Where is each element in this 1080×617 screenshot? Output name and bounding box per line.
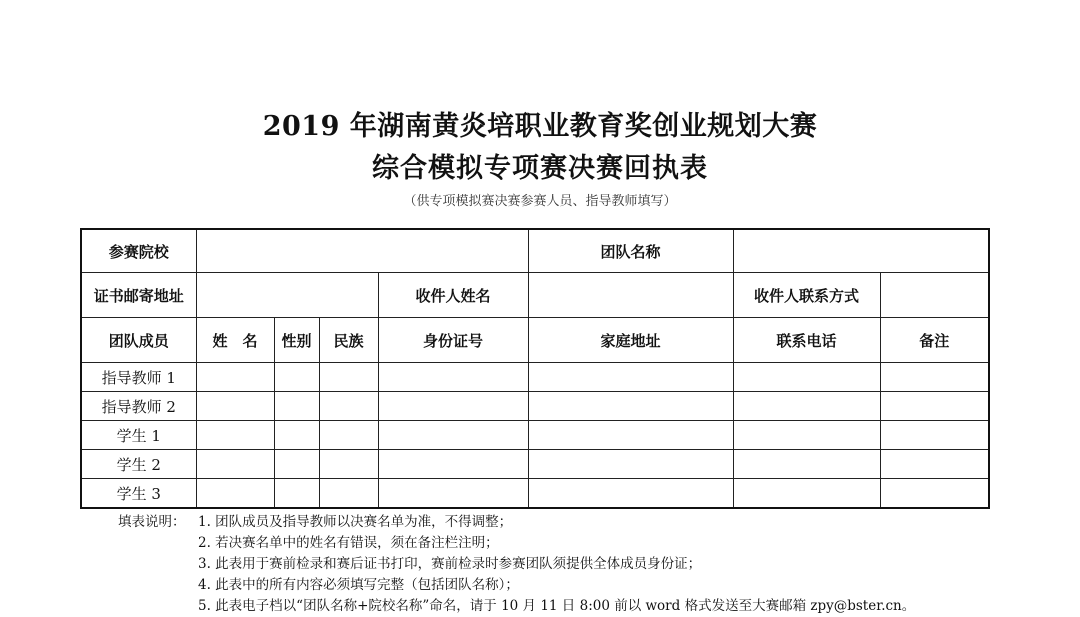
recipient-contact-label: 收件人联系方式 xyxy=(733,273,880,318)
gender-cell[interactable] xyxy=(274,450,319,479)
ethnicity-header: 民族 xyxy=(319,318,378,363)
name-cell[interactable] xyxy=(196,363,274,392)
notes-label: 填表说明： xyxy=(118,514,186,530)
name-cell[interactable] xyxy=(196,421,274,450)
home-address-cell[interactable] xyxy=(528,363,733,392)
member-role-label: 指导教师 1 xyxy=(81,363,196,392)
note-item xyxy=(118,575,915,596)
phone-cell[interactable] xyxy=(733,479,880,509)
gender-header: 性别 xyxy=(274,318,319,363)
member-role-label: 指导教师 2 xyxy=(81,392,196,421)
note-text: 5. 此表电子档以“团队名称+院校名称”命名，请于 10 月 11 日 8:00 前以 word 格式发送至大赛邮箱 zpy@bster.cn。 xyxy=(198,598,916,614)
phone-header: 联系电话 xyxy=(733,318,880,363)
member-role-label: 学生 1 xyxy=(81,421,196,450)
team-name-input-cell[interactable] xyxy=(733,229,989,273)
table-row xyxy=(81,363,989,392)
fill-in-instruction: （供专项模拟赛决赛参赛人员、指导教师填写） xyxy=(403,194,677,209)
form-notes xyxy=(118,512,915,617)
id-number-cell[interactable] xyxy=(378,392,528,421)
home-address-cell[interactable] xyxy=(528,450,733,479)
phone-cell[interactable] xyxy=(733,392,880,421)
receipt-form-table xyxy=(80,228,990,509)
recipient-contact-input-cell[interactable] xyxy=(880,273,989,318)
ethnicity-cell[interactable] xyxy=(319,392,378,421)
mailing-address-input-cell[interactable] xyxy=(196,273,378,318)
remarks-cell[interactable] xyxy=(880,450,989,479)
note-item xyxy=(118,554,915,575)
mailing-address-label: 证书邮寄地址 xyxy=(81,273,196,318)
note-text: 2. 若决赛名单中的姓名有错误，须在备注栏注明； xyxy=(198,535,499,551)
school-input-cell[interactable] xyxy=(196,229,528,273)
table-row xyxy=(81,450,989,479)
name-cell[interactable] xyxy=(196,392,274,421)
note-text: 4. 此表中的所有内容必须填写完整（包括团队名称）； xyxy=(198,577,519,593)
home-address-header: 家庭地址 xyxy=(528,318,733,363)
document-title: 2019 年湖南黄炎培职业教育奖创业规划大赛 xyxy=(262,111,818,142)
home-address-cell[interactable] xyxy=(528,392,733,421)
team-name-label: 团队名称 xyxy=(528,229,733,273)
table-row xyxy=(81,421,989,450)
id-number-cell[interactable] xyxy=(378,363,528,392)
name-cell[interactable] xyxy=(196,479,274,509)
ethnicity-cell[interactable] xyxy=(319,421,378,450)
gender-cell[interactable] xyxy=(274,479,319,509)
note-item xyxy=(118,512,915,533)
name-header: 姓 名 xyxy=(196,318,274,363)
table-row xyxy=(81,392,989,421)
table-header-row xyxy=(81,318,989,363)
phone-cell[interactable] xyxy=(733,363,880,392)
remarks-cell[interactable] xyxy=(880,479,989,509)
recipient-name-label: 收件人姓名 xyxy=(378,273,528,318)
document-subtitle-title: 综合模拟专项赛决赛回执表 xyxy=(372,153,708,184)
note-text: 1. 团队成员及指导教师以决赛名单为准，不得调整； xyxy=(198,514,513,530)
remarks-cell[interactable] xyxy=(880,363,989,392)
id-number-header: 身份证号 xyxy=(378,318,528,363)
home-address-cell[interactable] xyxy=(528,421,733,450)
table-row xyxy=(81,479,989,509)
home-address-cell[interactable] xyxy=(528,479,733,509)
school-label: 参赛院校 xyxy=(81,229,196,273)
id-number-cell[interactable] xyxy=(378,450,528,479)
ethnicity-cell[interactable] xyxy=(319,450,378,479)
remarks-cell[interactable] xyxy=(880,392,989,421)
phone-cell[interactable] xyxy=(733,421,880,450)
note-item xyxy=(118,533,915,554)
remarks-header: 备注 xyxy=(880,318,989,363)
table-row xyxy=(81,229,989,273)
note-item xyxy=(118,596,915,617)
id-number-cell[interactable] xyxy=(378,421,528,450)
gender-cell[interactable] xyxy=(274,392,319,421)
recipient-name-input-cell[interactable] xyxy=(528,273,733,318)
gender-cell[interactable] xyxy=(274,363,319,392)
member-header: 团队成员 xyxy=(81,318,196,363)
gender-cell[interactable] xyxy=(274,421,319,450)
remarks-cell[interactable] xyxy=(880,421,989,450)
note-text: 3. 此表用于赛前检录和赛后证书打印，赛前检录时参赛团队须提供全体成员身份证； xyxy=(198,556,702,572)
ethnicity-cell[interactable] xyxy=(319,479,378,509)
phone-cell[interactable] xyxy=(733,450,880,479)
member-role-label: 学生 2 xyxy=(81,450,196,479)
table-row xyxy=(81,273,989,318)
ethnicity-cell[interactable] xyxy=(319,363,378,392)
name-cell[interactable] xyxy=(196,450,274,479)
member-role-label: 学生 3 xyxy=(81,479,196,509)
id-number-cell[interactable] xyxy=(378,479,528,509)
